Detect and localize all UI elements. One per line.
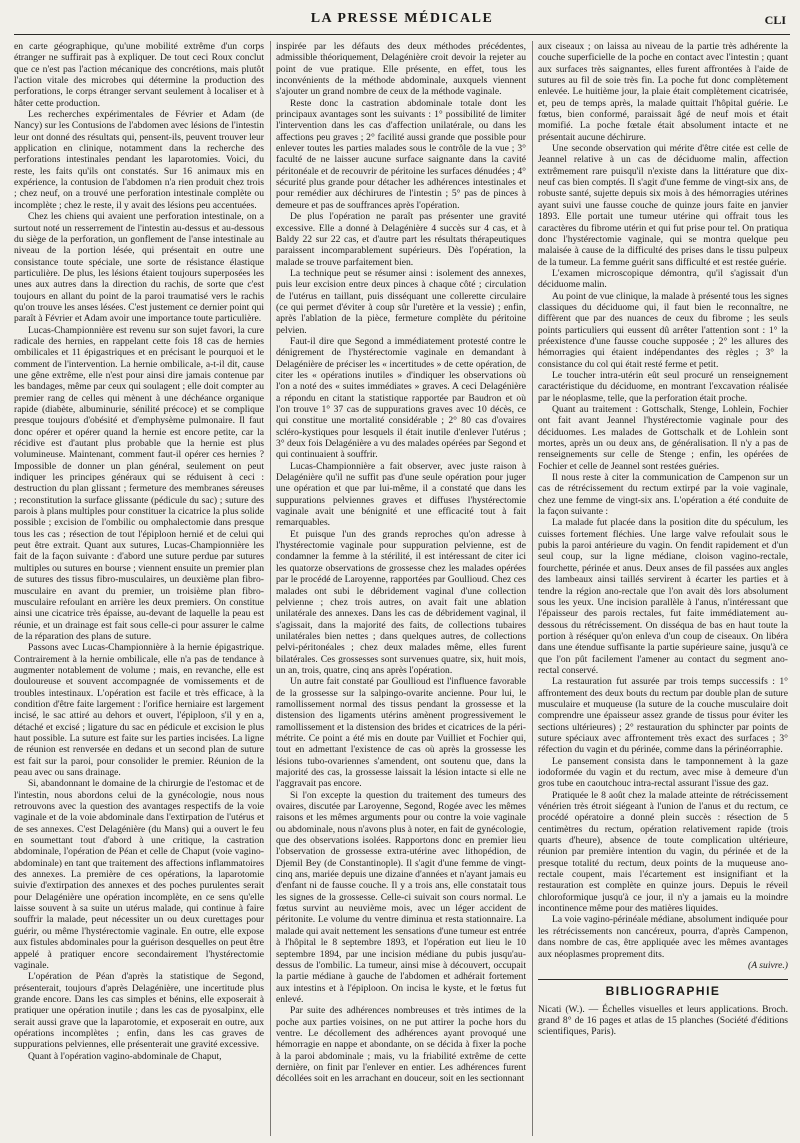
paragraph: Reste donc la castration abdominale totale dont les principaux avantages sont les suivants : 1° possibilité de limiter l'intervention dans les cas d'affection unilatérale, ou dans les affections peu graves ; 2° facilité aussi grande que possible pour enlever toutes les parties malades sous le contrôle de la vue ; 3° faculté de ne laisser aucune surface saignante dans la cavité péritonéale et de recouvrir de péritoine les surfaces dénudées ; 4° sécurité plus grande pour détacher les adhérences intestinales et pour remédier aux déchirures de l'intestin ; 5° pas de pinces à demeure et pas de souffrances après l'opération. xyxy=(276,97,526,211)
paragraph: Lucas-Championnière est revenu sur son sujet favori, la cure radicale des hernies, en rappelant cette fois 18 cas de hernies ombilicales et 11 épigastriques et en précisant le pourquoi et le comment de l'intervention. La hernie ombilicale, a-t-il dit, cause une gêne extrême, elle n'est pour ainsi dire jamais contenue par les bandages, même par ceux qui soulagent ; elle doit compter au premier rang de celles qui mènent à une déchéance organique rapide (diabète, albuminurie, sénilité précoce) et se complique presque toujours d'obésité et d'emphysème pulmonaire. Il faut donc opérer et opérer quand la hernie est encore petite, car la récidive est d'autant plus probable que la hernie est plus volumineuse. Maintenant, comment faut-il opérer ces hernies ? Impossible de donner un plan général, seulement on peut indiquer les principes généraux qui se réduisent à ceci : destruction du plan glissant ; fermeture des membranes séreuses ; reconstitution la surface glissante (pédicule du sac) ; suture des parois à plans multiples pour constituer la cicatrice la plus solide possible ; excision de l'ombilic ou omphalectomie dans presque tous les cas ; résection de tout l'épiploon hernié et de celui qui peut être extrait. Quant aux sutures, Lucas-Championnière les fait de la façon suivante : d'abord une suture perdue par sutures multiples ou sutures en bourse ; viennent ensuite un premier plan de sutures des tissus fibro-musculaires, un deuxième plan fibro-musculaire en avant du premier, un troisième plan fibro-musculaire refoulant en arrière les deux premiers. On constitue ainsi une cicatrice très épaisse, au-devant de laquelle la peau est réunie, et un drainage est fait sous celle-ci pour assurer le calme de la réparation des plans de suture. xyxy=(14,324,264,642)
paragraph: De plus l'opération ne paraît pas présenter une gravité excessive. Elle a donné à Delagénière 4 succès sur 4 cas, et à Baldy 22 sur 22 cas, et d'autre part les résultats thérapeutiques paraissent incomparablement supérieurs. Dès l'opération, la malade se trouve parfaitement bien. xyxy=(276,211,526,268)
paragraph: Il nous reste à citer la communication de Campenon sur un cas de rétrécissement du rectum extirpé par la voie vaginale, chez une femme de vingt-six ans. L'opération a été conduite de la façon suivante : xyxy=(538,472,788,518)
column-left xyxy=(14,41,264,1136)
paragraph: Le pansement consista dans le tamponnement à la gaze iodoformée du vagin et du rectum, avec mise à demeure d'un gros tube en caoutchouc intra-rectal assurant l'issue des gaz. xyxy=(538,755,788,790)
paragraph: Quant au traitement : Gottschalk, Stenge, Lohlein, Fochier ont fait avant Jeannel l'hystérectomie vaginale pour des déciduomes. Les malades de Gottschalk et de Lohlein sont mortes, après un ou deux ans, de généralisation. Il n'y a pas de renseignements sur celle de Stenge ; enfin, les opérées de Fochier et celle de Jeannel sont restées guéries. xyxy=(538,404,788,472)
paragraph: Un autre fait constaté par Goullioud est l'influence favorable de la grossesse sur la salpingo-ovarite ancienne. Pour lui, le ramollissement normal des tissus pendant la grossesse et la distension des ligaments utérins amènent progressivement le ramollissement et la distension des brides et cicatrices de la péri-métrite. Ce point a été mis en doute par Vuilliet et Fochier qui, tout en admettant l'existence de cas où après la grossesse les lésions tubo-ovariennes s'amendent, ont soutenu que, dans la majorité des cas, la grossesse laissait la lésion intacte si elle ne l'aggravait pas encore. xyxy=(276,676,526,790)
paragraph: Au point de vue clinique, la malade à présenté tous les signes classiques du déciduome qui, il faut bien le reconnaître, ne diffèrent que par des nuances de ceux du fibrome ; les seuls points particuliers qui eussent dû arrêter l'attention sont : 1° la préexistence d'une fausse couche supposée ; 2° les allures des hémorragies qui étaient indépendantes des règles ; 3° la consistance du col qui était resté ferme et petit. xyxy=(538,290,788,370)
paragraph: Si l'on excepte la question du traitement des tumeurs des ovaires, discutée par Laroyenne, Segond, Rogée avec les mêmes raisons et les mêmes arguments pour ou contre la voie vaginale ou abdominale, nous n'avons plus à noter, en fait de gynécologie, que des observations isolées. Rapportons donc en premier lieu l'observation de grossesse extra-utérine avec lithopédion, de Djemil Bey (de Constantinople). Il s'agit d'une femme de vingt-cinq ans, mariée depuis une dizaine d'années et n'ayant jamais eu d'enfant ni de fausse couche. Il y a trois ans, elle constatait tous les signes de la grossesse. Celle-ci suivait son cours normal. Le fœtus survint au neuvième mois, avec un léger accident de péritonite. Le volume du ventre diminua et resta stationnaire. La malade qui avait nettement les sensations d'une tumeur est entrée à l'hôpital le 8 septembre 1893, et l'opération eut lieu le 10 septembre 1894, par une incision médiane du pubis jusqu'au-dessus de l'ombilic. La tumeur, ainsi mise à découvert, occupait la partie médiane à gauche de l'abdomen et adhérait fortement aux intestins et à l'épiploon. On incisa le kyste, et le fœtus fut enlevé. xyxy=(276,789,526,1005)
paragraph: Quant à l'opération vagino-abdominale de Chaput, xyxy=(28,1050,222,1062)
paragraph: Par suite des adhérences nombreuses et très intimes de la poche aux parties voisines, on ne put attirer la poche hors du ventre. Le décollement des adhérences ayant provoqué une hémorragie en nappe et abondante, on se décida à fixer la poche à la paroi abdominale ; mais, vu la friabilité extrême de cette dernière, on finit par l'enlever en entier. Les adhérences furent décollées soit en les arrachant en douceur, soit en les sectionnant xyxy=(276,1005,526,1085)
page-number: CLI xyxy=(764,13,786,27)
section-divider xyxy=(538,979,788,980)
paragraph: L'opération de Péan d'après la statistique de Segond, présenterait, toujours d'après Delagénière, une incertitude plus grande encore. Dans les cas simples et bénins, elle exposerait à pratiquer une opération inutile ; dans les cas de pyosalpinx, elle serait aussi grave que la laparotomie, et exposerait en outre, aux opérations incomplètes ; enfin, dans les cas graves de suppurations pelviennes, elle présenterait une gravité excessive. xyxy=(14,971,264,1051)
journal-title: LA PRESSE MÉDICALE xyxy=(310,11,494,26)
paragraph: La malade fut placée dans la position dite du spéculum, les cuisses fortement fléchies. Une large valve refoulait sous le pubis la paroi antérieure du vagin. On fendit rapidement et d'un seul coup, sur la ligne médiane, cloison vagino-rectale, fourchette, périnée et anus. Deux anses de fil passées aux angles des lambeaux ainsi taillés servirent à écarter les parties et à tendre la région ano-rectale que l'on avait dès lors absolument sous les yeux. Une incision parallèle à l'anus, n'intéressant que l'épaisseur des parois rectales, fut faite immédiatement au-dessous du rétrécissement. On disséqua de bas en haut toute la portion à réséquer qu'on enleva d'un coup de ciseaux. On libéra dans une étendue suffisante la partie supérieure saine, jusqu'à ce que l'on pût facilement l'amener au contact du segment ano-rectal conservé. xyxy=(538,517,788,676)
page-header xyxy=(14,8,790,35)
paragraph: Le toucher intra-utérin eût seul procuré un renseignement caractéristique du déciduome, en montrant l'excavation réalisée par le néoplasme, telle, que la perforation était proche. xyxy=(538,369,788,404)
paragraph: Les recherches expérimentales de Février et Adam (de Nancy) sur les Contusions de l'abdomen avec lésions de l'intestin leur ont donné des résultats qui, pensent-ils, peuvent trouver leur application en clinique, notamment dans la recherche des perforations intestinales pendant les laparotomies. Voici, du reste, les faits qu'ils ont constatés. Sur 16 animaux mis en expérience, la contusion de l'abdomen n'a rien produit chez trois ; chez neuf, on a trouvé une perforation intestinale complète ou incomplète ; chez le reste, il y avait des lésions peu accentuées. xyxy=(14,109,264,211)
paragraph: en carte géographique, qu'une mobilité extrême d'un corps étranger ne suffirait pas à expliquer. De tout ceci Roux conclut que ce n'est pas l'action mécanique des concrétions, mais plutôt l'action vitale des microbes qui détermine la production des perforations, le corps étranger servant seulement à localiser et à hâter cette production. xyxy=(14,41,264,109)
to-be-continued-note: (A suivre.) xyxy=(748,959,788,971)
paragraph: aux ciseaux ; on laissa au niveau de la partie très adhérente la couche superficielle de la poche en contact avec l'intestin ; quant aux surfaces très saignantes, elles furent affrontées à l'aide de sutures au fil de soie très fin. La poche fut donc complètement enlevée. Le huitième jour, la plaie était complètement cicatrisée, et, peu de temps après, la malade quittait l'hôpital guérie. Le fœtus, bien conformé, paraissait âgé de neuf mois et était momifié. La poche fœtale était absolument intacte et ne présentait aucune déchirure. xyxy=(538,41,788,143)
paragraph: Si, abandonnant le domaine de la chirurgie de l'estomac et de l'intestin, nous abordons celui de la gynécologie, nous nous retrouvons avec la question des avantages respectifs de la voie vaginale et de la voie abdominale dans l'extirpation de l'utérus et de ses annexes. C'est Delagénière (du Mans) qui a ouvert le feu en soumettant tout d'abord à une critique, la castration abdominale, l'opération de Péan et celle de Chaput (voie vagino-abdominale) en tant que traitement des affections inflammatoires des annexes. La première de ces opérations, la laparotomie suivie d'extirpation des annexes et des poches purulentes serait pour Delagénière une opération incomplète, en ce sens qu'elle laisse souvent à sa suite un utérus malade, qui continue à faire souffrir la malade, peut nécessiter un ou deux curettages pour guérir, ou même l'hystérectomie vaginale. En outre, elle expose aux fistules abdominales pour la guérison desquelles on peut être appelé à pratiquer encore secondairement l'hystérectomie vaginale. xyxy=(14,778,264,971)
paragraph: Lucas-Championnière a fait observer, avec juste raison à Delagénière qu'il ne suffit pas d'une seule opération pour juger une opération et que par lui-même, il a constaté que dans les suppurations pelviennes graves et diffuses l'hystérectomie vaginale avait une bénignité et une efficacité tout à fait remarquables. xyxy=(276,460,526,529)
paragraph: Chez les chiens qui avaient une perforation intestinale, on a surtout noté un resserrement de l'intestin au-dessus et au-dessous du siège de la perforation, un gonflement de l'anse intestinale au niveau de la portion lésée, qui présentait en outre une consistance toute spéciale, une sorte de résistance élastique particulière. De plus, les lésions étaient toujours superposées les unes aux autres dans la direction du rachis, de sorte que c'est toujours en allant du point de la paroi traumatisé vers le rachis qu'on trouve les anses lésées. C'est justement ce dernier point qui paraît à Février et Adam avoir une importance toute particulière. xyxy=(14,211,264,325)
column-divider xyxy=(532,41,533,1136)
paragraph: La voie vagino-périnéale médiane, absolument indiquée pour les rétrécissements non cancéreux, pourra, d'après Campenon, dans nombre de cas, être appliquée avec les mêmes avantages aux néoplasmes proprement dits. xyxy=(538,914,788,960)
article-body xyxy=(14,41,790,1136)
paragraph: inspirée par les défauts des deux méthodes précédentes, admissible théoriquement, Delagénière croit devoir la rejeter au point de vue pratique. Elle présente, en effet, tous les inconvénients de la méthode abdominale, auxquels viennent s'ajouter un grand nombre de ceux de la méthode vaginale. xyxy=(276,41,526,98)
bibliography-heading: BIBLIOGRAPHIE xyxy=(605,984,721,999)
paragraph: Et puisque l'un des grands reproches qu'on adresse à l'hystérectomie vaginale pour suppuration pelvienne, est de condamner la femme à la stérilité, il est intéressant de citer ici les quatorze observations de grossesse chez les malades opérées par le procédé de Laroyenne, rapportées par Goullioud. Chez ces malades ont subi le débridement vaginal d'une collection pelvienne ; chez trois autres, on avait fait une ablation unilatérale des annexes. Dans les cas de débridement vaginal, il s'agissait, dans la majorité des faits, de collections tubaires unilatérales bien nettes ; dans quelques autres, de collections pelvi-péritonéales ; chez deux malades même, elles furent bilatérales. Ces grossesses sont survenues quatre, six, huit mois, un an, trois, quatre, cinq ans après l'opération. xyxy=(276,528,526,676)
bibliography-entry: Nicati (W.). — Échelles visuelles et leurs applications. Broch. grand 8° de 16 pages et atlas de 15 planches (Société d'éditions scientifiques, Paris). xyxy=(538,1003,788,1038)
paragraph: L'examen microscopique démontra, qu'il s'agissait d'un déciduome malin. xyxy=(538,267,788,291)
paragraph: La restauration fut assurée par trois temps successifs : 1° affrontement des deux bouts du rectum par double plan de suture musculaire et muqueuse (la suture de la couche musculaire doit comprendre une épaisseur assez grande de tissus pour éviter les sections ultérieures) ; 2° restauration du sphincter par points de suture spéciaux avec affrontement très exact des surfaces ; 3° réfection du vagin et du périnée, comme dans la périnéorraphie. xyxy=(538,676,788,756)
column-middle xyxy=(276,41,526,1136)
column-divider xyxy=(270,41,271,1136)
paragraph: Passons avec Lucas-Championnière à la hernie épigastrique. Contrairement à la hernie ombilicale, elle n'a pas de tendance à augmenter notablement de volume ; mais, en revanche, elle est douloureuse et souvent accompagnée de vomissements et de troubles intestinaux. L'opération est facile et très efficace, à la condition d'être faite largement : l'orifice herniaire est largement incisé, le sac attiré au dehors et ouvert, l'épiploon, s'il y en a, détaché et excisé ; ligature du sac en pédicule et excision le plus haut possible. La suture est faite sur les parties incisées. La ligne de réunion est renversée en dedans et un second plan de suture est fait sur la paroi, pour consolider le premier. Réunion de la peau avec ou sans drainage. xyxy=(14,642,264,778)
newspaper-page xyxy=(14,8,790,1136)
paragraph: La technique peut se résumer ainsi : isolement des annexes, puis leur excision entre deux pinces à chaque côté ; circulation de l'utérus en taillant, puis disséquant une collerette circulaire (ce qui permet d'éviter à coup sûr l'uretère et la vessie) ; enfin, après l'ablation de la pièce, fermeture complète du péritoine pelvien. xyxy=(276,267,526,336)
column-right xyxy=(538,41,788,1136)
paragraph: Faut-il dire que Segond a immédiatement protesté contre le dénigrement de l'hystérectomie vaginale en demandant à Delagénière de préciser les « incertitudes » de cette opération, de citer les « opérations inutiles » d'indiquer les observations où l'on a noté des « suites immédiates » graves. A ceci Delagénière a répondu en citant la statistique rapportée par Baudron et où l'on trouve 1° 37 cas de suppurations graves avec 10 décès, ce qui constitue une mortalité considérable ; 2° 80 cas d'ovaires scléro-kystiques pour lesquels il était inutile d'enlever l'utérus ; 3° deux fois Delagénière a vu des malades opérées par Segond et qui continuaient à souffrir. xyxy=(276,335,526,461)
paragraph: Une seconde observation qui mérite d'être citée est celle de Jeannel relative à un cas de déciduome malin, affection extrêmement rare puisqu'il n'existe dans la littérature que dix-neuf cas bien comptés. Il s'agit d'une femme de vingt-six ans, de robuste santé, sujette depuis six mois à des hémorragies utérines ayant suivi une fausse couche de quinze jours faite en janvier 1893. Elle portait une tumeur utérine qui offrait tous les caractères du fibrome utérin et qui fut prise pour tel. On pratiqua donc l'hystérectomie vaginale, qui se montra quelque peu malaisée à cause de la difficulté des prises dans le tissu pulpeux de la tumeur. La femme guérit sans difficulté et est restée guérie. xyxy=(538,143,788,268)
paragraph: Pratiquée le 8 août chez la malade atteinte de rétrécissement vénérien très étroit siégeant à l'union de l'anus et du rectum, ce procédé opératoire a donné plein succès : résection de 5 centimètres du rectum, opération relativement rapide (trois quarts d'heure), absence de toute complication ultérieure, réunion par première intention du vagin, du périnée et de la presque totalité du rectum, deux points de la muqueuse ano-rectale coupent, mais l'écartement est insignifiant et la restauration est complète en quinze jours. Depuis le réveil chloroformique jusqu'à ce jour, il n'y a jamais eu la moindre incontinence même pour des matières liquides. xyxy=(538,789,788,915)
